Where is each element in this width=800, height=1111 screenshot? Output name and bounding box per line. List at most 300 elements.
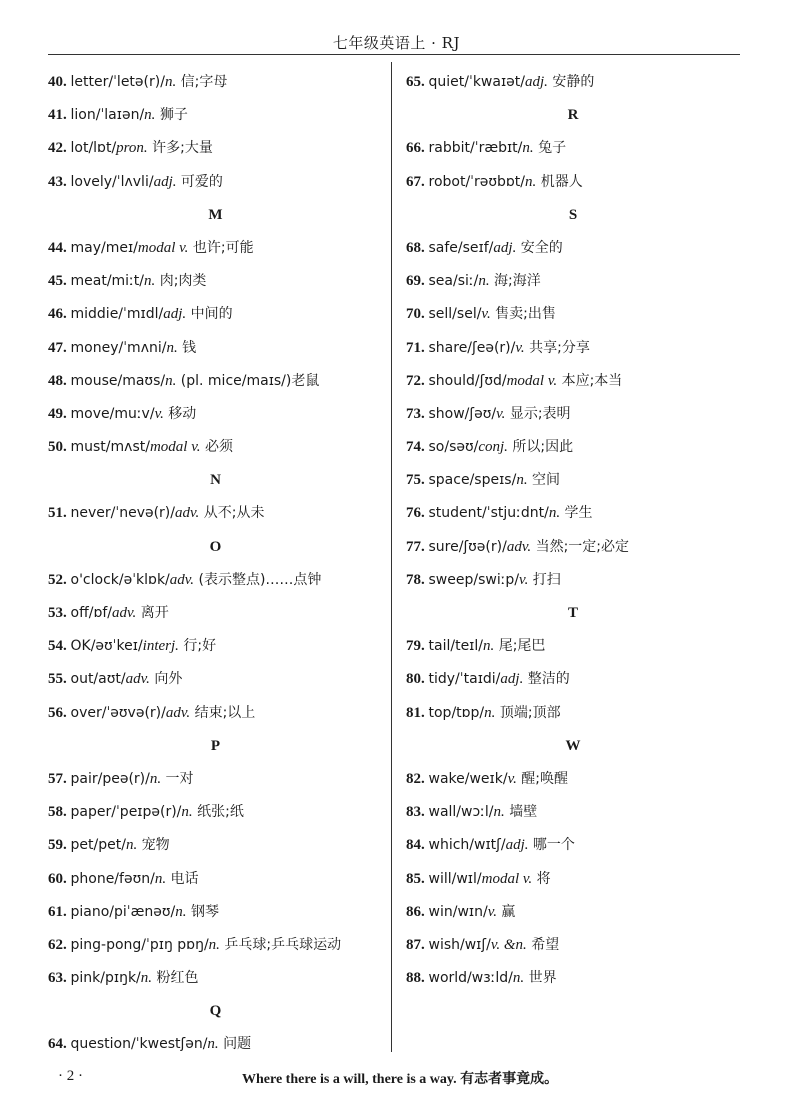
entry-phonetic: piˈænəʊ/: [114, 903, 176, 920]
entry-phonetic: siː/: [457, 273, 479, 290]
entry-number: 56.: [48, 704, 67, 721]
entry-meaning: 问题: [218, 1036, 252, 1053]
vocab-entry: [406, 166, 740, 199]
entry-number: 60.: [48, 870, 67, 887]
entry-number: 59.: [48, 837, 67, 854]
entry-part-of-speech: adj.: [500, 671, 524, 688]
entry-word: wall/: [428, 804, 462, 821]
entry-part-of-speech: n.: [208, 936, 220, 953]
vocab-entry: [48, 431, 383, 464]
entry-number: 86.: [406, 903, 425, 920]
entry-word: letter/: [70, 74, 114, 90]
entry-number: 52.: [48, 571, 67, 588]
entry-phonetic: lɒt/: [93, 140, 117, 157]
section-letter: T: [567, 605, 578, 621]
entry-phonetic: muːv/: [114, 405, 155, 422]
entry-number: 79.: [406, 638, 425, 655]
entry-phonetic: wɜːld/: [471, 970, 513, 987]
entry-meaning: 电话: [166, 870, 199, 887]
entry-part-of-speech: n.: [483, 638, 495, 655]
vocab-entry: [48, 863, 383, 896]
vocab-entry: [48, 66, 383, 99]
section-letter: Q: [209, 1003, 222, 1020]
entry-phonetic: wɪʃ/: [464, 936, 491, 953]
entry-phonetic: ʃʊd/: [479, 372, 507, 389]
entry-number: 83.: [406, 804, 425, 821]
entry-phonetic: ˈræbɪt/: [474, 140, 523, 157]
entry-phonetic: speɪs/: [474, 472, 517, 489]
entry-word: win/: [428, 903, 458, 920]
vocab-entry: [406, 265, 740, 298]
entry-meaning: 机器人: [536, 173, 583, 190]
vocab-entry: [48, 663, 383, 696]
entry-meaning: 打扫: [528, 571, 561, 588]
vocab-entry: [406, 365, 740, 398]
vocab-entry: [48, 962, 383, 995]
entry-word: lion/: [70, 107, 101, 124]
entry-meaning: 将: [532, 870, 551, 887]
entry-meaning: (表示整点)……点钟: [194, 571, 322, 588]
entry-number: 67.: [406, 173, 425, 190]
entry-part-of-speech: n.: [548, 505, 561, 522]
entry-phonetic: əˈklɒk/: [123, 571, 170, 588]
entry-phonetic: ɒf/: [93, 605, 112, 621]
entry-meaning: 粉红色: [152, 970, 199, 987]
entry-meaning: 显示;表明: [505, 405, 571, 422]
entry-number: 51.: [48, 505, 67, 522]
entry-word: so/: [428, 439, 450, 456]
entry-part-of-speech: v.: [515, 339, 525, 356]
entry-word: wake/: [428, 770, 470, 787]
entry-word: rabbit/: [428, 140, 475, 157]
entry-meaning: 从不;从未: [199, 505, 265, 522]
section-letter: R: [567, 107, 579, 124]
entry-word: show/: [428, 405, 470, 422]
entry-part-of-speech: n.: [154, 870, 167, 887]
entry-word: mouse/: [70, 372, 123, 389]
entry-word: world/: [428, 970, 472, 987]
entry-word: will/: [428, 870, 457, 887]
entry-part-of-speech: v.: [487, 903, 497, 920]
vocab-entry: [406, 763, 740, 796]
entry-word: never/: [70, 505, 116, 522]
entry-number: 46.: [48, 306, 67, 323]
vocab-entry: [406, 962, 740, 995]
vocab-entry: [48, 929, 383, 962]
entry-phonetic: wɪl/: [456, 870, 482, 887]
entry-number: 77.: [406, 538, 425, 555]
entry-word: should/: [428, 372, 480, 389]
entry-part-of-speech: n.: [144, 107, 156, 124]
entry-meaning: 所以;因此: [507, 439, 574, 456]
entry-meaning: 一对: [161, 770, 194, 787]
vocab-entry: [48, 132, 383, 165]
entry-phonetic: ˈlʌvli/: [116, 173, 154, 190]
entry-word: may/: [70, 239, 106, 256]
entry-meaning: 赢: [496, 903, 516, 920]
entry-word: paper/: [70, 804, 116, 821]
entry-word: money/: [70, 339, 124, 356]
entry-part-of-speech: adv.: [169, 571, 195, 588]
entry-meaning: 肉;肉类: [155, 273, 207, 290]
section-letter: O: [209, 538, 222, 555]
entry-phonetic: swiːp/: [478, 571, 520, 588]
entry-meaning: 必须: [200, 439, 233, 456]
entry-number: 80.: [406, 671, 425, 688]
entry-phonetic: maʊs/: [122, 372, 166, 389]
entry-word: ping-pong/: [70, 936, 147, 953]
entry-meaning: 可爱的: [176, 173, 223, 190]
entry-part-of-speech: adj.: [163, 306, 187, 323]
entry-word: sell/: [428, 306, 457, 323]
entry-meaning: 共享;分享: [524, 339, 590, 356]
vocab-entry: [48, 99, 383, 132]
entry-phonetic: ʃeə(r)/: [472, 339, 516, 356]
column-divider: [391, 62, 392, 1052]
entry-meaning: 墙壁: [504, 804, 538, 821]
entry-part-of-speech: n.: [493, 804, 505, 821]
vocab-entry: [406, 66, 740, 99]
entry-number: 58.: [48, 804, 67, 821]
vocab-entry: [406, 398, 740, 431]
entry-number: 72.: [406, 372, 425, 389]
entry-number: 78.: [406, 571, 425, 588]
vocab-entry: [406, 497, 740, 530]
entry-part-of-speech: n.: [125, 837, 138, 854]
vocab-entry: [406, 132, 740, 165]
entry-meaning: 醒;唤醒: [516, 770, 569, 787]
entry-phonetic: fəʊn/: [119, 870, 155, 887]
entry-meaning: 顶端;顶部: [495, 704, 561, 721]
entry-phonetic: peə(r)/: [102, 770, 150, 787]
entry-number: 68.: [406, 239, 425, 256]
entry-number: 40.: [48, 74, 67, 90]
vocab-entry: [48, 298, 383, 331]
vocab-entry: [48, 166, 383, 199]
entry-word: question/: [70, 1036, 136, 1053]
entry-number: 73.: [406, 405, 425, 422]
vocab-entry: [406, 298, 740, 331]
entry-part-of-speech: adv.: [125, 671, 150, 688]
entry-meaning: 海;海洋: [489, 273, 541, 290]
entry-number: 54.: [48, 638, 67, 655]
entry-number: 48.: [48, 372, 67, 389]
entry-part-of-speech: n.: [484, 704, 496, 721]
vocab-entry: [406, 829, 740, 862]
entry-part-of-speech: n.: [516, 472, 528, 489]
entry-part-of-speech: v.: [496, 405, 506, 422]
vocab-entry: [48, 896, 383, 929]
entry-part-of-speech: adj.: [493, 239, 517, 256]
entry-number: 53.: [48, 605, 67, 621]
entry-part-of-speech: n.: [522, 140, 534, 157]
entry-phonetic: teɪl/: [455, 638, 483, 655]
entry-part-of-speech: v.: [154, 405, 164, 422]
entry-number: 85.: [406, 870, 425, 887]
entry-word: sea/: [428, 273, 458, 290]
entry-word: sure/: [428, 538, 464, 555]
entry-meaning: 宠物: [137, 837, 170, 854]
entry-phonetic: wɔːl/: [461, 804, 494, 821]
vocab-entry: [48, 796, 383, 829]
entry-number: 69.: [406, 273, 425, 290]
entry-word: lot/: [70, 140, 94, 157]
entry-phonetic: miːt/: [111, 273, 144, 290]
entry-number: 44.: [48, 239, 67, 256]
vocab-entry: [48, 763, 383, 796]
entry-meaning: 哪一个: [528, 837, 575, 854]
entry-word: must/: [70, 439, 111, 456]
entry-part-of-speech: v.: [519, 571, 529, 588]
vocab-entry: [48, 365, 383, 398]
entry-number: 49.: [48, 405, 67, 422]
page-header: [48, 28, 740, 55]
entry-word: o'clock/: [70, 571, 124, 588]
entry-meaning: 纸张;纸: [192, 804, 244, 821]
entry-phonetic: ˈmʌni/: [123, 339, 167, 356]
entry-word: space/: [428, 472, 475, 489]
entry-meaning: 离开: [136, 605, 169, 621]
entry-number: 74.: [406, 439, 425, 456]
entry-phonetic: ˈstjuːdnt/: [486, 505, 549, 522]
entry-meaning: 乒乓球;乒乓球运动: [219, 936, 342, 953]
entry-number: 65.: [406, 74, 425, 90]
entry-word: phone/: [70, 870, 120, 887]
entry-part-of-speech: n.: [166, 339, 178, 356]
entry-number: 66.: [406, 140, 425, 157]
entry-meaning: 世界: [524, 970, 557, 987]
entry-word: meat/: [70, 273, 112, 290]
entry-phonetic: pɪŋk/: [104, 970, 141, 987]
entry-phonetic: ˈmɪdl/: [123, 306, 164, 323]
header-title: 七年级英语上 · RJ: [332, 34, 460, 52]
entry-part-of-speech: n.: [165, 372, 177, 389]
entry-part-of-speech: n.: [140, 970, 153, 987]
entry-word: out/: [70, 671, 99, 688]
vocab-entry: [406, 796, 740, 829]
entry-meaning: 学生: [560, 505, 593, 522]
entry-number: 55.: [48, 671, 67, 688]
entry-meaning: 许多;大量: [147, 140, 213, 157]
entry-word: middie/: [70, 306, 124, 323]
entry-word: tidy/: [428, 671, 460, 688]
entry-word: move/: [70, 405, 115, 422]
entry-meaning: (pl. mice/maɪs/)老鼠: [176, 372, 320, 389]
entry-meaning: 兔子: [533, 140, 567, 157]
entry-part-of-speech: interj.: [142, 638, 179, 655]
entry-phonetic: mʌst/: [110, 439, 150, 456]
entry-number: 57.: [48, 770, 67, 787]
entry-part-of-speech: n.: [207, 1036, 219, 1053]
entry-part-of-speech: adj.: [153, 173, 177, 190]
entry-meaning: 整洁的: [523, 671, 570, 688]
entry-part-of-speech: n.: [149, 770, 162, 787]
entry-phonetic: ˈrəʊbɒt/: [470, 173, 526, 190]
entry-part-of-speech: modal v.: [481, 870, 533, 887]
section-letter: M: [208, 206, 223, 223]
entry-number: 71.: [406, 339, 425, 356]
entry-word: which/: [428, 837, 474, 854]
entry-word: top/: [428, 704, 457, 721]
entry-part-of-speech: n.: [512, 970, 525, 987]
entry-phonetic: səʊ/: [449, 439, 479, 456]
vocab-entry: [406, 697, 740, 730]
vocab-entry: [48, 332, 383, 365]
entry-word: pair/: [70, 770, 103, 787]
entry-part-of-speech: n.: [164, 74, 177, 90]
entry-word: piano/: [70, 903, 115, 920]
vocab-entry: [406, 232, 740, 265]
entry-meaning: 狮子: [155, 107, 188, 124]
entry-word: lovely/: [70, 173, 117, 190]
section-letter: S: [568, 206, 578, 223]
vocab-entry: [406, 431, 740, 464]
section-letter: P: [210, 737, 221, 754]
entry-word: pet/: [70, 837, 99, 854]
entry-part-of-speech: adj.: [524, 74, 548, 90]
entry-meaning: 当然;一定;必定: [531, 538, 630, 555]
entry-number: 41.: [48, 107, 67, 124]
entry-number: 70.: [406, 306, 425, 323]
entry-phonetic: pet/: [98, 837, 126, 854]
entry-number: 75.: [406, 472, 425, 489]
entry-word: off/: [70, 605, 94, 621]
entry-part-of-speech: n.: [478, 273, 490, 290]
vocab-entry: [406, 663, 740, 696]
entry-word: robot/: [428, 173, 471, 190]
entry-meaning: 行;好: [178, 638, 217, 655]
vocab-entry: [406, 630, 740, 663]
entry-phonetic: ˈəʊvə(r)/: [106, 704, 166, 721]
entry-part-of-speech: adv.: [165, 704, 191, 721]
entry-phonetic: wɪtʃ/: [474, 837, 506, 854]
entry-meaning: 空间: [527, 472, 561, 489]
entry-meaning: 结束;以上: [190, 704, 256, 721]
entry-part-of-speech: modal v.: [137, 239, 189, 256]
entry-number: 87.: [406, 936, 425, 953]
entry-part-of-speech: adj.: [505, 837, 529, 854]
vocab-entry: [406, 929, 740, 962]
entry-number: 81.: [406, 704, 425, 721]
vocab-entry: [406, 464, 740, 497]
entry-phonetic: weɪk/: [469, 770, 508, 787]
entry-part-of-speech: conj.: [478, 439, 508, 456]
entry-meaning: 也许;可能: [188, 239, 254, 256]
entry-meaning: 售卖;出售: [490, 306, 556, 323]
entry-number: 63.: [48, 970, 67, 987]
entry-word: sweep/: [428, 571, 479, 588]
vocab-entry: [48, 829, 383, 862]
vocab-entry: [48, 398, 383, 431]
entry-number: 43.: [48, 173, 67, 190]
entry-word: share/: [428, 339, 473, 356]
entry-part-of-speech: pron.: [116, 140, 148, 157]
right-column: [406, 66, 740, 995]
left-column: [48, 66, 383, 1062]
entry-part-of-speech: modal v.: [149, 439, 201, 456]
vocab-entry: [48, 232, 383, 265]
entry-phonetic: ˈpeɪpə(r)/: [115, 804, 182, 821]
entry-meaning: 钱: [177, 339, 197, 356]
entry-phonetic: ʃəʊ/: [469, 405, 497, 422]
entry-phonetic: ˈlaɪən/: [100, 107, 145, 124]
entry-number: 61.: [48, 903, 67, 920]
entry-part-of-speech: v.: [507, 770, 517, 787]
entry-word: quiet/: [428, 74, 469, 90]
vocab-entry: [48, 1028, 383, 1061]
entry-phonetic: əʊˈkeɪ/: [95, 638, 143, 655]
entry-number: 76.: [406, 505, 425, 522]
entry-phonetic: ˈkwestʃən/: [135, 1036, 208, 1053]
entry-phonetic: ˈtaɪdi/: [459, 671, 501, 688]
entry-meaning: 安全的: [516, 239, 563, 256]
entry-part-of-speech: n.: [144, 273, 156, 290]
entry-word: student/: [428, 505, 487, 522]
entry-meaning: 尾;尾巴: [494, 638, 546, 655]
vocab-entry: [406, 863, 740, 896]
entry-meaning: 信;字母: [176, 74, 228, 90]
vocab-entry: [48, 630, 383, 663]
entry-number: 64.: [48, 1036, 67, 1053]
entry-meaning: 安静的: [547, 74, 595, 90]
entry-phonetic: wɪn/: [457, 903, 488, 920]
entry-number: 88.: [406, 970, 425, 987]
entry-word: wish/: [428, 936, 465, 953]
entry-word: pink/: [70, 970, 105, 987]
entry-phonetic: ˈletə(r)/: [113, 74, 165, 90]
vocab-entry: [406, 896, 740, 929]
entry-meaning: 中间的: [186, 306, 233, 323]
footer-motto: Where there is a will, there is a way. 有志者事竟成。: [242, 1072, 559, 1087]
entry-phonetic: ˈnevə(r)/: [115, 505, 175, 522]
entry-number: 50.: [48, 439, 67, 456]
entry-phonetic: ʃʊə(r)/: [463, 538, 507, 555]
entry-phonetic: tɒp/: [456, 704, 485, 721]
entry-word: safe/: [428, 239, 463, 256]
entry-part-of-speech: v. &n.: [490, 936, 527, 953]
entry-number: 82.: [406, 770, 425, 787]
entry-meaning: 希望: [526, 936, 560, 953]
section-letter: W: [565, 737, 581, 754]
vocab-entry: [48, 564, 383, 597]
vocab-entry: [48, 597, 383, 630]
entry-phonetic: meɪ/: [105, 239, 138, 256]
entry-phonetic: sel/: [456, 306, 482, 323]
entry-part-of-speech: n.: [181, 804, 193, 821]
entry-meaning: 移动: [163, 405, 197, 422]
vocab-entry: [48, 497, 383, 530]
entry-number: 84.: [406, 837, 425, 854]
entry-part-of-speech: adv.: [175, 505, 200, 522]
entry-number: 62.: [48, 936, 67, 953]
section-letter: N: [210, 472, 221, 489]
entry-phonetic: seɪf/: [462, 239, 494, 256]
entry-phonetic: aʊt/: [98, 671, 126, 688]
entry-meaning: 钢琴: [186, 903, 219, 920]
entry-phonetic: ˈkwaɪət/: [468, 74, 525, 90]
entry-part-of-speech: adv.: [111, 605, 137, 621]
vocab-entry: [48, 697, 383, 730]
entry-part-of-speech: v.: [481, 306, 491, 323]
entry-part-of-speech: n.: [175, 903, 187, 920]
entry-phonetic: ˈpɪŋ pɒŋ/: [146, 936, 209, 953]
entry-number: 47.: [48, 339, 67, 356]
entry-part-of-speech: n.: [525, 173, 537, 190]
entry-number: 45.: [48, 273, 67, 290]
vocab-entry: [406, 564, 740, 597]
entry-meaning: 本应;本当: [557, 372, 623, 389]
entry-word: over/: [70, 704, 107, 721]
